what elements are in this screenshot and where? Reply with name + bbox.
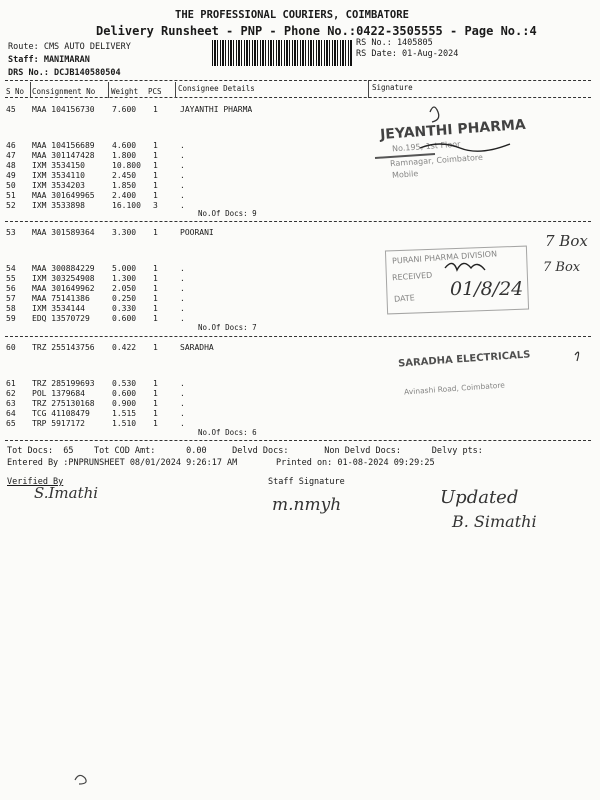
- updated-by-signature: B. Simathi: [452, 512, 537, 531]
- row-consignment: MAA 75141386: [32, 294, 90, 303]
- row-consignment: IXM 3534144: [32, 304, 85, 313]
- row-consignment: TRZ 255143756: [32, 343, 95, 352]
- verified-by-label: Verified By: [7, 477, 64, 487]
- row-pcs: 1: [153, 181, 158, 190]
- row-sno: 58: [6, 304, 16, 313]
- col-consignment: Consignment No: [32, 87, 96, 96]
- row-pcs: 1: [153, 419, 158, 428]
- row-sno: 51: [6, 191, 16, 200]
- row-sno: 59: [6, 314, 16, 323]
- staff-signature-label: Staff Signature: [268, 477, 345, 487]
- row-pcs: 1: [153, 399, 158, 408]
- row-sno: 46: [6, 141, 16, 150]
- row-consignee: .: [180, 161, 185, 170]
- row-consignment: IXM 3534110: [32, 171, 85, 180]
- row-weight: 3.300: [112, 228, 137, 237]
- row-consignment: EDQ 13570729: [32, 314, 90, 323]
- stamp-jayanthi-mobile: Mobile: [391, 169, 419, 180]
- row-consignee: .: [180, 181, 185, 190]
- row-consignment: MAA 104156689: [32, 141, 95, 150]
- row-consignee: .: [180, 399, 185, 408]
- stamp-jayanthi-address: No.195, 1st Floor: [391, 139, 461, 154]
- row-sno: 64: [6, 409, 16, 418]
- row-sno: 63: [6, 399, 16, 408]
- handwritten-box-count: 7 Box: [545, 232, 588, 250]
- row-consignment: MAA 301649962: [32, 284, 95, 293]
- col-weight: Weight: [111, 87, 139, 96]
- row-sno: 50: [6, 181, 16, 190]
- rs-date: RS Date: 01-Aug-2024: [356, 49, 459, 59]
- row-sno: 55: [6, 274, 16, 283]
- row-weight: 7.600: [112, 105, 137, 114]
- row-pcs: 1: [153, 171, 158, 180]
- printed-on: Printed on: 01-08-2024 09:29:25: [276, 458, 435, 468]
- row-consignee: .: [180, 419, 185, 428]
- row-sno: 56: [6, 284, 16, 293]
- stamp-purani-division: PURANI PHARMA DIVISION: [391, 249, 498, 266]
- row-consignee: .: [180, 389, 185, 398]
- row-consignee: .: [180, 284, 185, 293]
- stamp-date-label: DATE: [393, 293, 416, 304]
- row-pcs: 1: [153, 304, 158, 313]
- row-consignment: TRP 5917172: [32, 419, 85, 428]
- row-pcs: 1: [153, 151, 158, 160]
- row-sno: 65: [6, 419, 16, 428]
- row-pcs: 1: [153, 314, 158, 323]
- row-weight: 2.400: [112, 191, 137, 200]
- route-label: Route: CMS AUTO DELIVERY: [8, 42, 131, 52]
- handwritten-received-date: 01/8/24: [450, 278, 524, 300]
- row-weight: 0.250: [112, 294, 137, 303]
- row-consignee: .: [180, 409, 185, 418]
- row-consignee: .: [180, 191, 185, 200]
- col-pcs: PCS: [148, 87, 162, 96]
- row-pcs: 1: [153, 274, 158, 283]
- stamp-jayanthi-name: JEYANTHI PHARMA: [379, 116, 527, 144]
- row-consignment: IXM 3533898: [32, 201, 85, 210]
- row-consignee: .: [180, 304, 185, 313]
- row-sno: 45: [6, 105, 16, 114]
- row-consignment: IXM 3534150: [32, 161, 85, 170]
- row-pcs: 1: [153, 379, 158, 388]
- row-consignment: MAA 301649965: [32, 191, 95, 200]
- group-doc-count: No.Of Docs: 9: [198, 209, 257, 218]
- row-weight: 1.510: [112, 419, 137, 428]
- row-consignment: MAA 300884229: [32, 264, 95, 273]
- entered-by: Entered By :PNPRUNSHEET 08/01/2024 9:26:17 AM: [7, 458, 238, 468]
- row-pcs: 1: [153, 228, 158, 237]
- row-consignment: TRZ 285199693: [32, 379, 95, 388]
- row-pcs: 1: [153, 294, 158, 303]
- row-sno: 60: [6, 343, 16, 352]
- runsheet-subtitle: Delivery Runsheet - PNP - Phone No.:0422-3505555 - Page No.:4: [96, 24, 537, 38]
- row-pcs: 3: [153, 201, 158, 210]
- col-signature: Signature: [372, 83, 413, 92]
- row-consignee: .: [180, 264, 185, 273]
- row-consignment: IXM 303254908: [32, 274, 95, 283]
- drs-number: DRS No.: DCJB140580504: [8, 68, 121, 78]
- row-weight: 2.450: [112, 171, 137, 180]
- row-sno: 48: [6, 161, 16, 170]
- row-consignee: SARADHA: [180, 343, 214, 352]
- stamp-received-label: RECEIVED: [391, 270, 433, 283]
- group-doc-count: No.Of Docs: 6: [198, 428, 257, 437]
- row-consignee: .: [180, 314, 185, 323]
- group-doc-count: No.Of Docs: 7: [198, 323, 257, 332]
- row-consignee: .: [180, 151, 185, 160]
- col-sno: S No: [6, 87, 25, 96]
- row-sno: 54: [6, 264, 16, 273]
- row-sno: 49: [6, 171, 16, 180]
- handwritten-box-count: 7 Box: [543, 260, 581, 275]
- row-weight: 1.300: [112, 274, 137, 283]
- row-pcs: 1: [153, 284, 158, 293]
- row-consignment: IXM 3534203: [32, 181, 85, 190]
- row-pcs: 1: [153, 161, 158, 170]
- row-weight: 2.050: [112, 284, 137, 293]
- stamp-saradha-address: Avinashi Road, Coimbatore: [403, 380, 506, 397]
- row-pcs: 1: [153, 343, 158, 352]
- row-consignee: JAYANTHI PHARMA: [180, 105, 253, 114]
- row-weight: 16.100: [112, 201, 141, 210]
- row-sno: 62: [6, 389, 16, 398]
- row-pcs: 1: [153, 105, 158, 114]
- row-sno: 52: [6, 201, 16, 210]
- row-weight: 5.000: [112, 264, 137, 273]
- row-pcs: 1: [153, 264, 158, 273]
- row-consignee: .: [180, 294, 185, 303]
- row-consignee: POORANI: [180, 228, 214, 237]
- row-sno: 47: [6, 151, 16, 160]
- row-weight: 1.515: [112, 409, 137, 418]
- row-weight: 0.600: [112, 389, 137, 398]
- row-weight: 4.600: [112, 141, 137, 150]
- row-weight: 1.850: [112, 181, 137, 190]
- row-pcs: 1: [153, 389, 158, 398]
- row-consignee: .: [180, 274, 185, 283]
- document-title: THE PROFESSIONAL COURIERS, COIMBATORE: [175, 9, 409, 21]
- row-weight: 1.800: [112, 151, 137, 160]
- row-consignment: MAA 301147428: [32, 151, 95, 160]
- row-consignment: TRZ 275130168: [32, 399, 95, 408]
- row-weight: 0.600: [112, 314, 137, 323]
- col-consignee-details: Consignee Details: [178, 84, 255, 93]
- stamp-saradha-name: SARADHA ELECTRICALS: [397, 349, 531, 370]
- row-sno: 57: [6, 294, 16, 303]
- row-weight: 0.530: [112, 379, 137, 388]
- updated-note: Updated: [440, 487, 519, 508]
- row-pcs: 1: [153, 409, 158, 418]
- row-consignment: MAA 301589364: [32, 228, 95, 237]
- row-consignee: .: [180, 201, 185, 210]
- row-consignee: .: [180, 141, 185, 150]
- row-consignee: .: [180, 171, 185, 180]
- row-pcs: 1: [153, 141, 158, 150]
- row-consignment: TCG 41108479: [32, 409, 90, 418]
- row-consignee: .: [180, 379, 185, 388]
- verifier-signature: S.Imathi: [34, 484, 99, 502]
- row-weight: 0.330: [112, 304, 137, 313]
- row-consignment: POL 1379684: [32, 389, 85, 398]
- row-weight: 0.900: [112, 399, 137, 408]
- stamp-jayanthi-address: Ramnagar, Coimbatore: [389, 152, 484, 169]
- row-pcs: 1: [153, 191, 158, 200]
- staff-label: Staff: MANIMARAN: [8, 55, 90, 65]
- row-sno: 53: [6, 228, 16, 237]
- rs-number: RS No.: 1405805: [356, 38, 433, 48]
- row-weight: 0.422: [112, 343, 137, 352]
- row-sno: 61: [6, 379, 16, 388]
- totals-line: Tot Docs: 65 Tot COD Amt: 0.00 Delvd Docs: Non Delvd Docs: Delvy pts:: [7, 446, 483, 456]
- staff-signature: m.nmyh: [272, 495, 342, 515]
- row-weight: 10.800: [112, 161, 141, 170]
- row-consignment: MAA 104156730: [32, 105, 95, 114]
